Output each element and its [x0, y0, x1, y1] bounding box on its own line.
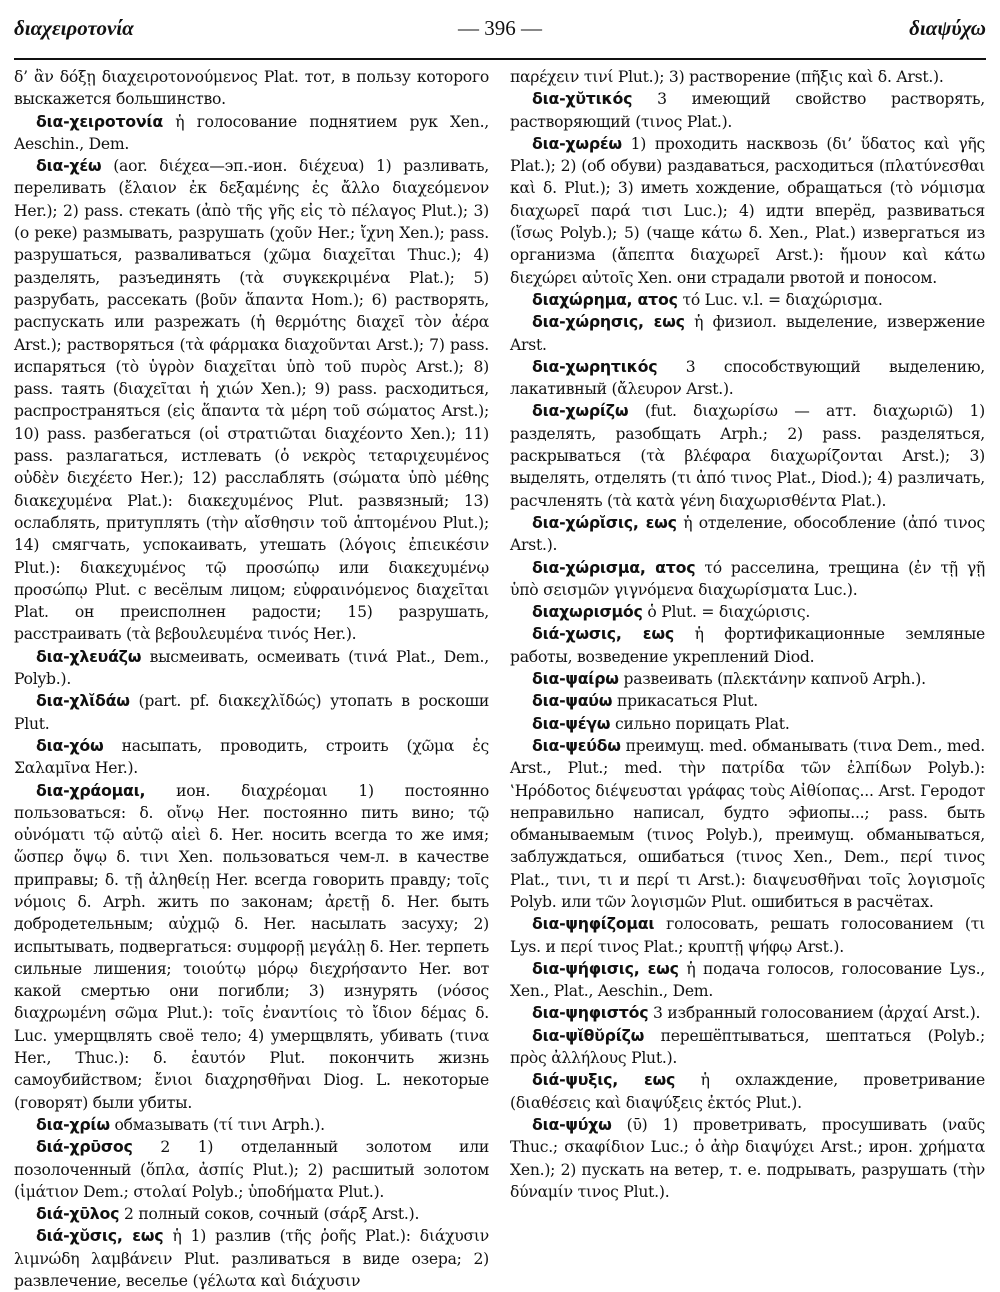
entry-headword: δια-χλευάζω: [36, 646, 142, 666]
entry-headword: διά-χῠσις, εως: [36, 1226, 164, 1246]
dictionary-entry: [14, 1203, 489, 1225]
entry-text: перешёптываться, шептаться (Polyb.; πρὸς ἀλλήλους Plut.).: [510, 1026, 985, 1068]
entry-text: ὁ Plut. = διαχώρισις.: [647, 603, 811, 622]
entry-headword: δια-χόω: [36, 735, 104, 755]
entry-headword: δια-ψεύδω: [532, 735, 621, 755]
dictionary-entry: [14, 1225, 489, 1292]
entry-headword: διά-χῡλος: [36, 1204, 120, 1224]
entry-text: (part. pf. διακεχλῐδώς) утопать в роскоши Plut.: [14, 692, 489, 733]
page-number: — 396 —: [458, 16, 542, 40]
entry-text: обмазывать (τί τινι Arph.).: [114, 1115, 325, 1134]
dictionary-entry: [510, 88, 985, 133]
dictionary-entry: [510, 601, 985, 623]
entry-text: высмеивать, осмеивать (τινά Plat., Dem., Polyb.).: [14, 647, 489, 689]
dictionary-entry: [14, 1114, 489, 1136]
entry-text: ἡ 1) разлив (τῆς ῥοῆς Plat.): διάχυσιν λιμνώδη λαμβάνειν Plut. разливаться в виде озера; 2) развлечение, веселье (γέλωτα καὶ διάχυσιν: [14, 1227, 490, 1291]
entry-text: δ’ ἂν δόξῃ διαχειροτονούμενος Plat. тот, в пользу которого выскажется большинство.: [14, 68, 489, 109]
entry-headword: δια-χλῐδάω: [36, 691, 130, 711]
entry-text: ἡ физиол. выделение, извержение Arst.: [510, 313, 985, 354]
entry-headword: δια-ψηφίζομαι: [532, 914, 655, 934]
entry-text: τό Luc. v.l. = διαχώρισμα.: [682, 290, 883, 309]
entry-text: развеивать (πλεκτάνην καπνοῦ Arph.).: [623, 670, 926, 689]
entry-headword: δια-χωρίζω: [532, 401, 629, 421]
entry-headword: δια-ψέγω: [532, 713, 611, 733]
entry-headword: δια-χράομαι,: [36, 780, 146, 800]
dictionary-entry: [14, 1136, 489, 1203]
entry-text: преимущ. med. обманывать (τινα Dem., med. Arst., Plut.; med. τὴν πατρίδα τῶν ἐλπίδων Polyb.): ‛Ηρόδοτος διέψευσται γράφας τοὺς Αἰθίοπας... Arst. Геродот неправильно написал, будто эфиопы...; pass. быть обманываемым (τινος Polyb.), преимущ. обманываться, заблуждаться, ошибаться (τινος Xen., Dem., περί τινος Plat., τινι, τι и περί τι Arst.): διαψευσθῆναι τοῖς λογισμοῖς Polyb. или τῶν λογισμῶν Plut. ошибиться в расчётах.: [510, 736, 985, 911]
entry-headword: διαχωρισμός: [532, 602, 643, 622]
dictionary-entry: [510, 913, 985, 958]
dictionary-entry: [510, 356, 985, 401]
entry-text: ἡ охлаждение, проветривание (διαθέσεις καὶ διαψύξεις ἐκτός Plut.).: [510, 1071, 985, 1112]
entry-headword: δια-ψηφιστός: [532, 1003, 649, 1023]
dictionary-entry: [14, 735, 489, 780]
entry-headword: διά-ψυξις, εως: [532, 1070, 676, 1090]
entry-text: (aor. διέχεα—эп.-ион. διέχευα) 1) разливать, переливать (ἔλαιον ἐκ δεξαμένης ἐς ἄλλο διαχεόμενον Her.); 2) pass. стекать (ἀπὸ τῆς γῆς εἰς τὸ πέλαγος Plut.); 3) (о реке) размывать, разрушать (χοῦν Her.; ἴχνη Xen.); pass. разрушаться, разваливаться (χῶμα διαχεῖται Thuc.); 4) разделять, разъединять (τὰ συγκεκριμένα Plat.); 5) разрубать, рассекать (βοῦν ἅπαντα Hom.); 6) растворять, распускать или разрежать (ἡ θερμότης διαχεῖ τὸν ἀέρα Arst.); растворяться (τὰ φάρμακα διαχοῦνται Arst.); 7) pass. испаряться (τὸ ὑγρὸν διαχεῖται ὑπὸ τοῦ πυρὸς Arst.); 8) pass. таять (διαχεῖται ἡ χιών Xen.); 9) pass. расходиться, распространяться (εἰς ἅπαντα τὰ μέρη τοῦ σώματος Arst.); 10) pass. разбегаться (οἱ στρατιῶται διαχέοντο Xen.); 11) pass. разлагаться, истлевать (ὁ νεκρὸς τεταριχευμένος οὐδὲν διεχέετο Her.); 12) расслаблять (σώματα ὑπὸ μέθης διακεχυμένα Plat.): διακεχυμένος Plut. развязный; 13) ослаблять, притуплять (τὴν αἴσθησιν τοῦ ἁπτομένου Plut.); 14) смягчать, успокаивать, утешать (λόγοις ἐπιεικέσιν Plut.): διακεχυμένος τῷ προσώπῳ или διακεχυμένῳ προσώπῳ Plut. с весёлым лицом; εὐφραινόμενος διαχεῖται Plat. он преисполнен радости; 15) разрушать, расстраивать (τὰ βεβουλευμένα τινός Her.).: [14, 157, 489, 644]
page-header: [14, 10, 986, 50]
entry-text: прикасаться Plut.: [616, 692, 758, 711]
entry-text: τό расселина, трещина (ἐν τῇ γῇ ὑπὸ σεισμῶν γιγνόμενα διαχωρίσματα Luc.).: [510, 558, 985, 599]
dictionary-entry: [510, 289, 985, 311]
entry-text: παρέχειν τινί Plut.); 3) растворение (πῆξις καὶ δ. Arst.).: [510, 68, 944, 86]
dictionary-entry: [510, 690, 985, 712]
dictionary-entry: [510, 958, 985, 1003]
header-left-word: διαχειροτονία: [14, 16, 134, 40]
entry-text: ἡ отделение, обособление (ἀπό τινος Arst.).: [510, 513, 985, 555]
entry-headword: δια-ψαίρω: [532, 669, 619, 689]
dictionary-entry: [510, 400, 985, 511]
entry-text: 3 способствующий выделению, лакативный (ἄλευρον Arst.).: [510, 357, 985, 399]
entry-headword: διαχώρημα, ατος: [532, 289, 678, 309]
right-column: [510, 66, 985, 1278]
entry-headword: δια-ψαύω: [532, 691, 613, 711]
dictionary-entry: [510, 735, 985, 913]
entry-headword: δια-χώρισμα, ατος: [532, 557, 696, 577]
entry-text: ἡ фортификационные земляные работы, возведение укреплений Diod.: [510, 625, 985, 666]
header-rule: [14, 58, 986, 60]
entry-headword: δια-χειροτονία: [36, 111, 163, 131]
entry-text: 2 1) отделанный золотом или позолоченный (ὅπλα, ἀσπίς Plut.); 2) расшитый золотом (ἱμάτιον Dem.; στολαί Polyb.; ὑποδήματα Plut.).: [14, 1138, 489, 1201]
dictionary-entry: [510, 623, 985, 668]
dictionary-entry: [14, 66, 489, 111]
dictionary-entry: [510, 311, 985, 356]
entry-text: (ῡ) 1) проветривать, просушивать (ναῦς Thuc.; σκαφίδιον Luc.; ὁ ἀὴρ διαψύχει Arst.; ирон. χρήματα Xen.); 2) пускать на ветер, т. е. подрывать, разрушать (τὴν δύναμίν τινος Plut.).: [510, 1115, 985, 1201]
entry-text: ἡ подача голосов, голосование Lys., Xen., Plat., Aeschin., Dem.: [510, 959, 985, 1001]
entry-headword: δια-χώρησις, εως: [532, 312, 685, 332]
entry-text: 3 имеющий свойство растворять, растворяющий (τινος Plat.).: [510, 90, 985, 131]
entry-headword: δια-ψύχω: [532, 1114, 612, 1134]
dictionary-entry: [14, 155, 489, 646]
entry-text: ἡ голосование поднятием рук Xen., Aeschin., Dem.: [14, 112, 489, 153]
entry-text: 3 избранный голосованием (ἀρχαί Arst.).: [653, 1004, 981, 1023]
header-right-word: διαψύχω: [909, 16, 986, 40]
entry-text: насыпать, проводить, строить (χῶμα ἐς Σαλαμῖνα Her.).: [14, 736, 489, 778]
dictionary-entry: [510, 66, 985, 88]
entry-headword: δια-χωρέω: [532, 133, 622, 153]
entry-text: ион. διαχρέομαι 1) постоянно пользоваться: δ. οἴνῳ Her. постоянно пить вино; τῷ οὐνόματι τῷ αὐτῷ αἰεὶ δ. Her. носить всегда то же имя; ὥσπερ ὄψῳ δ. τινι Xen. пользоваться чем-л. в качестве приправы; δ. τῇ ἀληθείῃ Her. всегда говорить правду; τοῖς νόμοις δ. Arph. жить по законам; ἀρετῇ δ. Her. быть добродетельным; αὐχμῷ δ. Her. насылать засуху; 2) испытывать, подвергаться: συμφορῇ μεγάλῃ δ. Her. терпеть сильные лишения; τοιούτῳ μόρῳ διεχρήσαντο Her. вот какой смертью они погибли; 3) изнурять (νόσος διαχρωμένη σῶμα Plut.): τοῖς ἐναντίοις τὸ ἴδιον δέμας δ. Luc. умерщвлять своё тело; 4) умерщвлять, убивать (τινα Her., Thuc.): δ. ἑαυτόν Plut. покончить жизнь самоубийством; ἔνιοι διαχρησθῆναι Diog. L. некоторые (говорят) были убиты.: [14, 781, 489, 1112]
dictionary-entry: [510, 1114, 985, 1203]
entry-text: (fut. διαχωρίσω — атт. διαχωριῶ) 1) разделять, разобщать Arph.; 2) pass. разделяться, раскрываться (τὰ βλέφαρα διαχωρίζονται Arst.); 3) выделять, отделять (τι ἀπό τινος Plat., Diod.); 4) различать, расчленять (τὰ κατὰ γένη διαχωρισθέντα Plat.).: [510, 402, 985, 510]
entry-text: 2 полный соков, сочный (σάρξ Arst.).: [123, 1205, 420, 1224]
entry-headword: δια-χῠτικός: [532, 89, 633, 109]
entry-headword: δια-ψήφισις, εως: [532, 958, 679, 978]
entry-headword: δια-χωρητικός: [532, 356, 658, 376]
entry-headword: δια-ψῐθῠρίζω: [532, 1025, 645, 1045]
entry-headword: δια-χώρῐσις, εως: [532, 512, 677, 532]
entry-text: сильно порицать Plat.: [614, 714, 790, 733]
entry-headword: δια-χέω: [36, 156, 102, 176]
entry-headword: δια-χρίω: [36, 1114, 110, 1134]
dictionary-entry: [510, 1002, 985, 1024]
dictionary-entry: [510, 512, 985, 557]
dictionary-entry: [510, 133, 985, 289]
dictionary-entry: [14, 646, 489, 691]
dictionary-entry: [510, 557, 985, 602]
entry-text: голосовать, решать голосованием (τι Lys. и περί τινος Plat.; κρυπτῇ ψήφῳ Arst.).: [510, 915, 985, 956]
dictionary-entry: [510, 1069, 985, 1114]
dictionary-entry: [510, 713, 985, 735]
entry-headword: διά-χωσις, εως: [532, 624, 674, 644]
dictionary-entry: [14, 780, 489, 1114]
dictionary-entry: [510, 668, 985, 690]
entry-text: 1) проходить насквозь (δι’ ὕδατος καὶ γῆς Plat.); 2) (об обуви) раздаваться, расходиться (πλατύνεσθαι καὶ δ. Plut.); 3) иметь хождение, обращаться (τὸ νόμισμα διαχωρεῖ παρά τισι Luc.); 4) идти вперёд, развиваться (ἴσως Polyb.); 5) (чаще κάτω δ. Xen., Plat.) извергаться из организма (ἄπεπτα διαχωρεῖ Arst.): ἤμουν καὶ κάτω διεχώρει αὐτοῖς Xen. они страдали рвотой и поносом.: [510, 134, 985, 287]
dictionary-entry: [14, 690, 489, 735]
dictionary-entry: [14, 111, 489, 156]
dictionary-entry: [510, 1025, 985, 1070]
left-column: [14, 66, 490, 1291]
entry-headword: διά-χρῡσος: [36, 1137, 133, 1157]
